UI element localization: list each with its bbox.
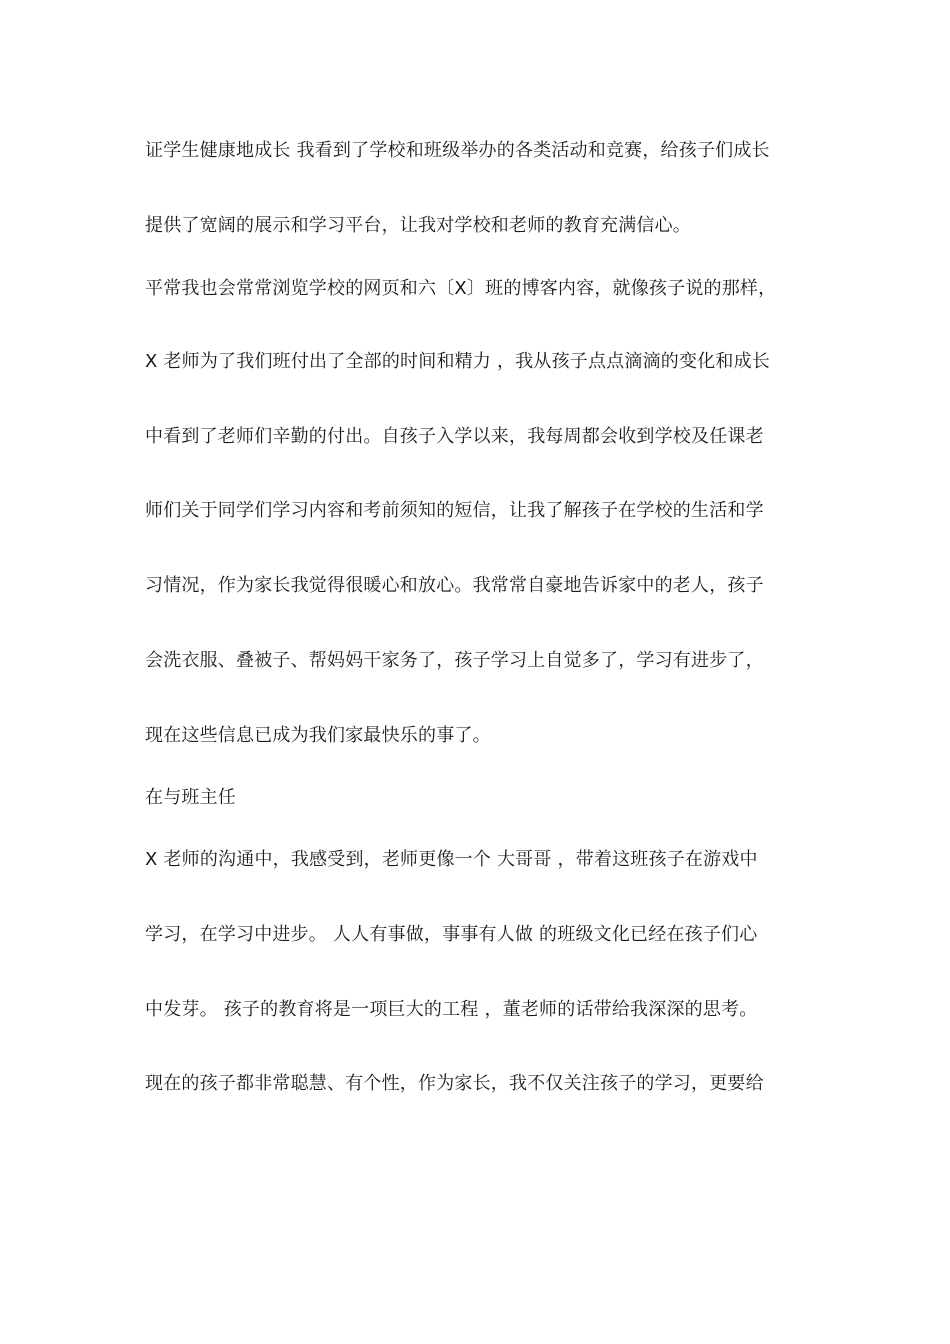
paragraph-line: X 老师的沟通中，我感受到，老师更像一个 大哥哥 ，带着这班孩子在游戏中 — [145, 849, 758, 870]
paragraph-line: 证学生健康地成长 我看到了学校和班级举办的各类活动和竞赛，给孩子们成长 — [145, 140, 770, 161]
paragraph-line: 现在的孩子都非常聪慧、有个性，作为家长，我不仅关注孩子的学习，更要给 — [145, 1073, 764, 1094]
paragraph-line: 在与班主任 — [145, 787, 236, 808]
paragraph-line: 习情况，作为家长我觉得很暖心和放心。我常常自豪地告诉家中的老人，孩子 — [145, 575, 764, 596]
paragraph-line: 中发芽。 孩子的教育将是一项巨大的工程 ，董老师的话带给我深深的思考。 — [145, 999, 758, 1020]
paragraph-line: 提供了宽阔的展示和学习平台，让我对学校和老师的教育充满信心。 — [145, 215, 691, 236]
paragraph-line: 会洗衣服、叠被子、帮妈妈干家务了，孩子学习上自觉多了，学习有进步了， — [145, 650, 764, 671]
paragraph-line: 学习，在学习中进步。 人人有事做，事事有人做 的班级文化已经在孩子们心 — [145, 924, 758, 945]
paragraph-line: 师们关于同学们学习内容和考前须知的短信，让我了解孩子在学校的生活和学 — [145, 500, 764, 521]
paragraph-line: 中看到了老师们辛勤的付出。自孩子入学以来，我每周都会收到学校及任课老 — [145, 426, 764, 447]
paragraph-line: 现在这些信息已成为我们家最快乐的事了。 — [145, 725, 491, 746]
paragraph-line: X 老师为了我们班付出了全部的时间和精力 ，我从孩子点点滴滴的变化和成长 — [145, 351, 770, 372]
paragraph-line: 平常我也会常常浏览学校的网页和六〔X〕班的博客内容，就像孩子说的那样， — [145, 278, 777, 299]
